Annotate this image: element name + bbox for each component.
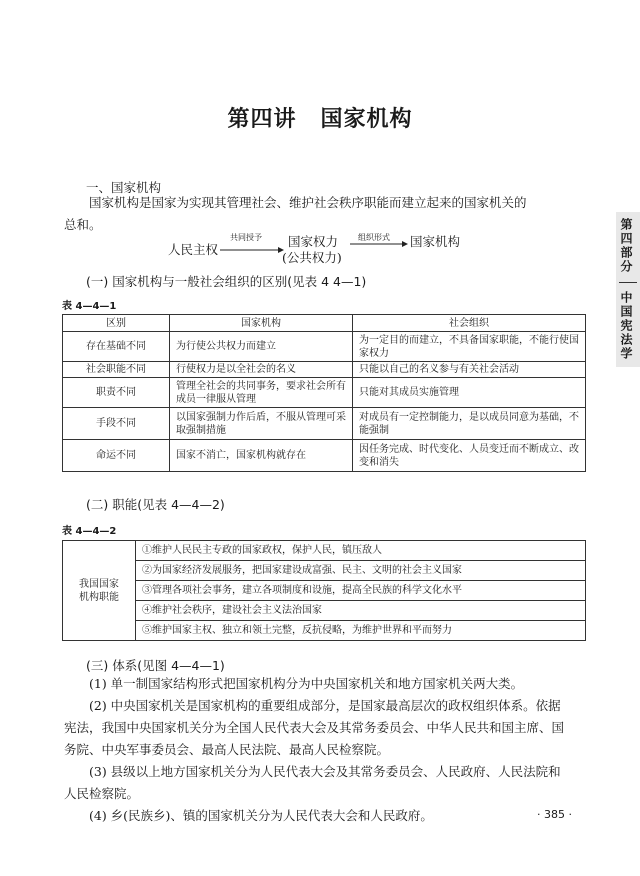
table-row	[63, 408, 586, 440]
header-cell: 区别	[63, 315, 170, 332]
table-row	[63, 601, 586, 621]
row-key: 命运不同	[63, 440, 170, 472]
table-row	[63, 621, 586, 641]
header-cell: 国家机构	[170, 315, 353, 332]
row-key: 手段不同	[63, 408, 170, 440]
row-key: 存在基础不同	[63, 332, 170, 362]
arrow-right-icon	[350, 240, 408, 248]
row-state: 为行使公共权力而建立	[170, 332, 353, 362]
row-state: 行使权力是以全社会的名义	[170, 362, 353, 378]
definition-line2: 总和。	[64, 217, 102, 232]
function-item: ②为国家经济发展服务，把国家建设成富强、民主、文明的社会主义国家	[136, 561, 586, 581]
flow-middle: 国家权力	[288, 234, 339, 249]
row-state: 国家不消亡，国家机构就存在	[170, 440, 353, 472]
function-item: ③管理各项社会事务，建立各项制度和设施，提高全民族的科学文化水平	[136, 581, 586, 601]
sidebar-divider	[619, 282, 637, 283]
functions-key-line1: 我国国家	[79, 578, 119, 590]
table-label: 表 4—4—2	[62, 526, 117, 537]
table-row	[63, 581, 586, 601]
comparison-table	[62, 314, 586, 472]
subsection-title: (二) 职能(见表 4—4—2)	[86, 497, 225, 512]
sidebar-subject: 中国宪法学	[619, 291, 633, 361]
function-item: ①维护人民民主专政的国家政权，保护人民，镇压敌人	[136, 541, 586, 561]
system-p3-line1: (3) 县级以上地方国家机关分为人民代表大会及其常务委员会、人民政府、人民法院和	[89, 764, 561, 779]
system-paragraphs	[64, 673, 584, 827]
table-row	[63, 440, 586, 472]
title-part1: 第四讲	[227, 107, 297, 132]
system-p3-line2: 人民检察院。	[64, 786, 140, 801]
row-state: 管理全社会的共同事务，要求社会所有成员一律服从管理	[170, 378, 353, 408]
function-item: ④维护社会秩序，建设社会主义法治国家	[136, 601, 586, 621]
functions-key-line2: 机构职能	[79, 591, 119, 603]
table-row	[63, 541, 586, 561]
table-header-row	[63, 315, 586, 332]
chapter-sidebar	[616, 212, 640, 367]
table-row	[63, 561, 586, 581]
row-social: 只能对其成员实施管理	[353, 378, 586, 408]
table-row	[63, 362, 586, 378]
system-p1: (1) 单一制国家结构形式把国家机构分为中央国家机关和地方国家机关两大类。	[89, 676, 524, 691]
flow-arrow1-label: 共同授予	[230, 233, 262, 242]
functions-table	[62, 540, 586, 641]
page-title	[0, 102, 640, 133]
arrow-right-icon	[220, 246, 284, 254]
row-social: 对成员有一定控制能力，是以成员同意为基础，不能强制	[353, 408, 586, 440]
functions-key	[63, 541, 136, 641]
flow-arrow2-label: 组织形式	[358, 233, 390, 242]
page-number: · 385 ·	[537, 808, 572, 821]
table-row	[63, 332, 586, 362]
subsection-title: (三) 体系(见图 4—4—1)	[86, 658, 225, 673]
definition-paragraph	[64, 192, 584, 236]
system-p2-line1: (2) 中央国家机关是国家机构的重要组成部分，是国家最高层次的政权组织体系。依据	[89, 698, 561, 713]
flow-source: 人民主权	[168, 242, 219, 257]
row-state: 以国家强制力作后盾，不服从管理可采取强制措施	[170, 408, 353, 440]
function-item: ⑤维护国家主权、独立和领土完整，反抗侵略，为维护世界和平而努力	[136, 621, 586, 641]
row-social: 为一定目的而建立，不具备国家职能，不能行使国家权力	[353, 332, 586, 362]
sidebar-part: 第四部分	[619, 218, 633, 274]
section-heading: 一、国家机构	[86, 180, 162, 195]
table-label: 表 4—4—1	[62, 301, 117, 312]
system-p4: (4) 乡(民族乡)、镇的国家机关分为人民代表大会和人民政府。	[89, 808, 433, 823]
flow-target: 国家机构	[410, 234, 461, 249]
system-p2-line2: 宪法，我国中央国家机关分为全国人民代表大会及其常务委员会、中华人民共和国主席、国	[64, 720, 565, 735]
row-key: 社会职能不同	[63, 362, 170, 378]
row-social: 因任务完成、时代变化、人员变迁而不断成立、改变和消失	[353, 440, 586, 472]
system-p2-line3: 务院、中央军事委员会、最高人民法院、最高人民检察院。	[64, 742, 390, 757]
row-key: 职责不同	[63, 378, 170, 408]
definition-line1: 国家机构是国家为实现其管理社会、维护社会秩序职能而建立起来的国家机关的	[89, 195, 527, 210]
flow-middle-sub: (公共权力)	[282, 250, 342, 265]
title-part2: 国家机构	[320, 107, 413, 132]
row-social: 只能以自己的名义参与有关社会活动	[353, 362, 586, 378]
subsection-title: (一) 国家机构与一般社会组织的区别(见表 4 4—1)	[86, 274, 367, 289]
header-cell: 社会组织	[353, 315, 586, 332]
table-row	[63, 378, 586, 408]
